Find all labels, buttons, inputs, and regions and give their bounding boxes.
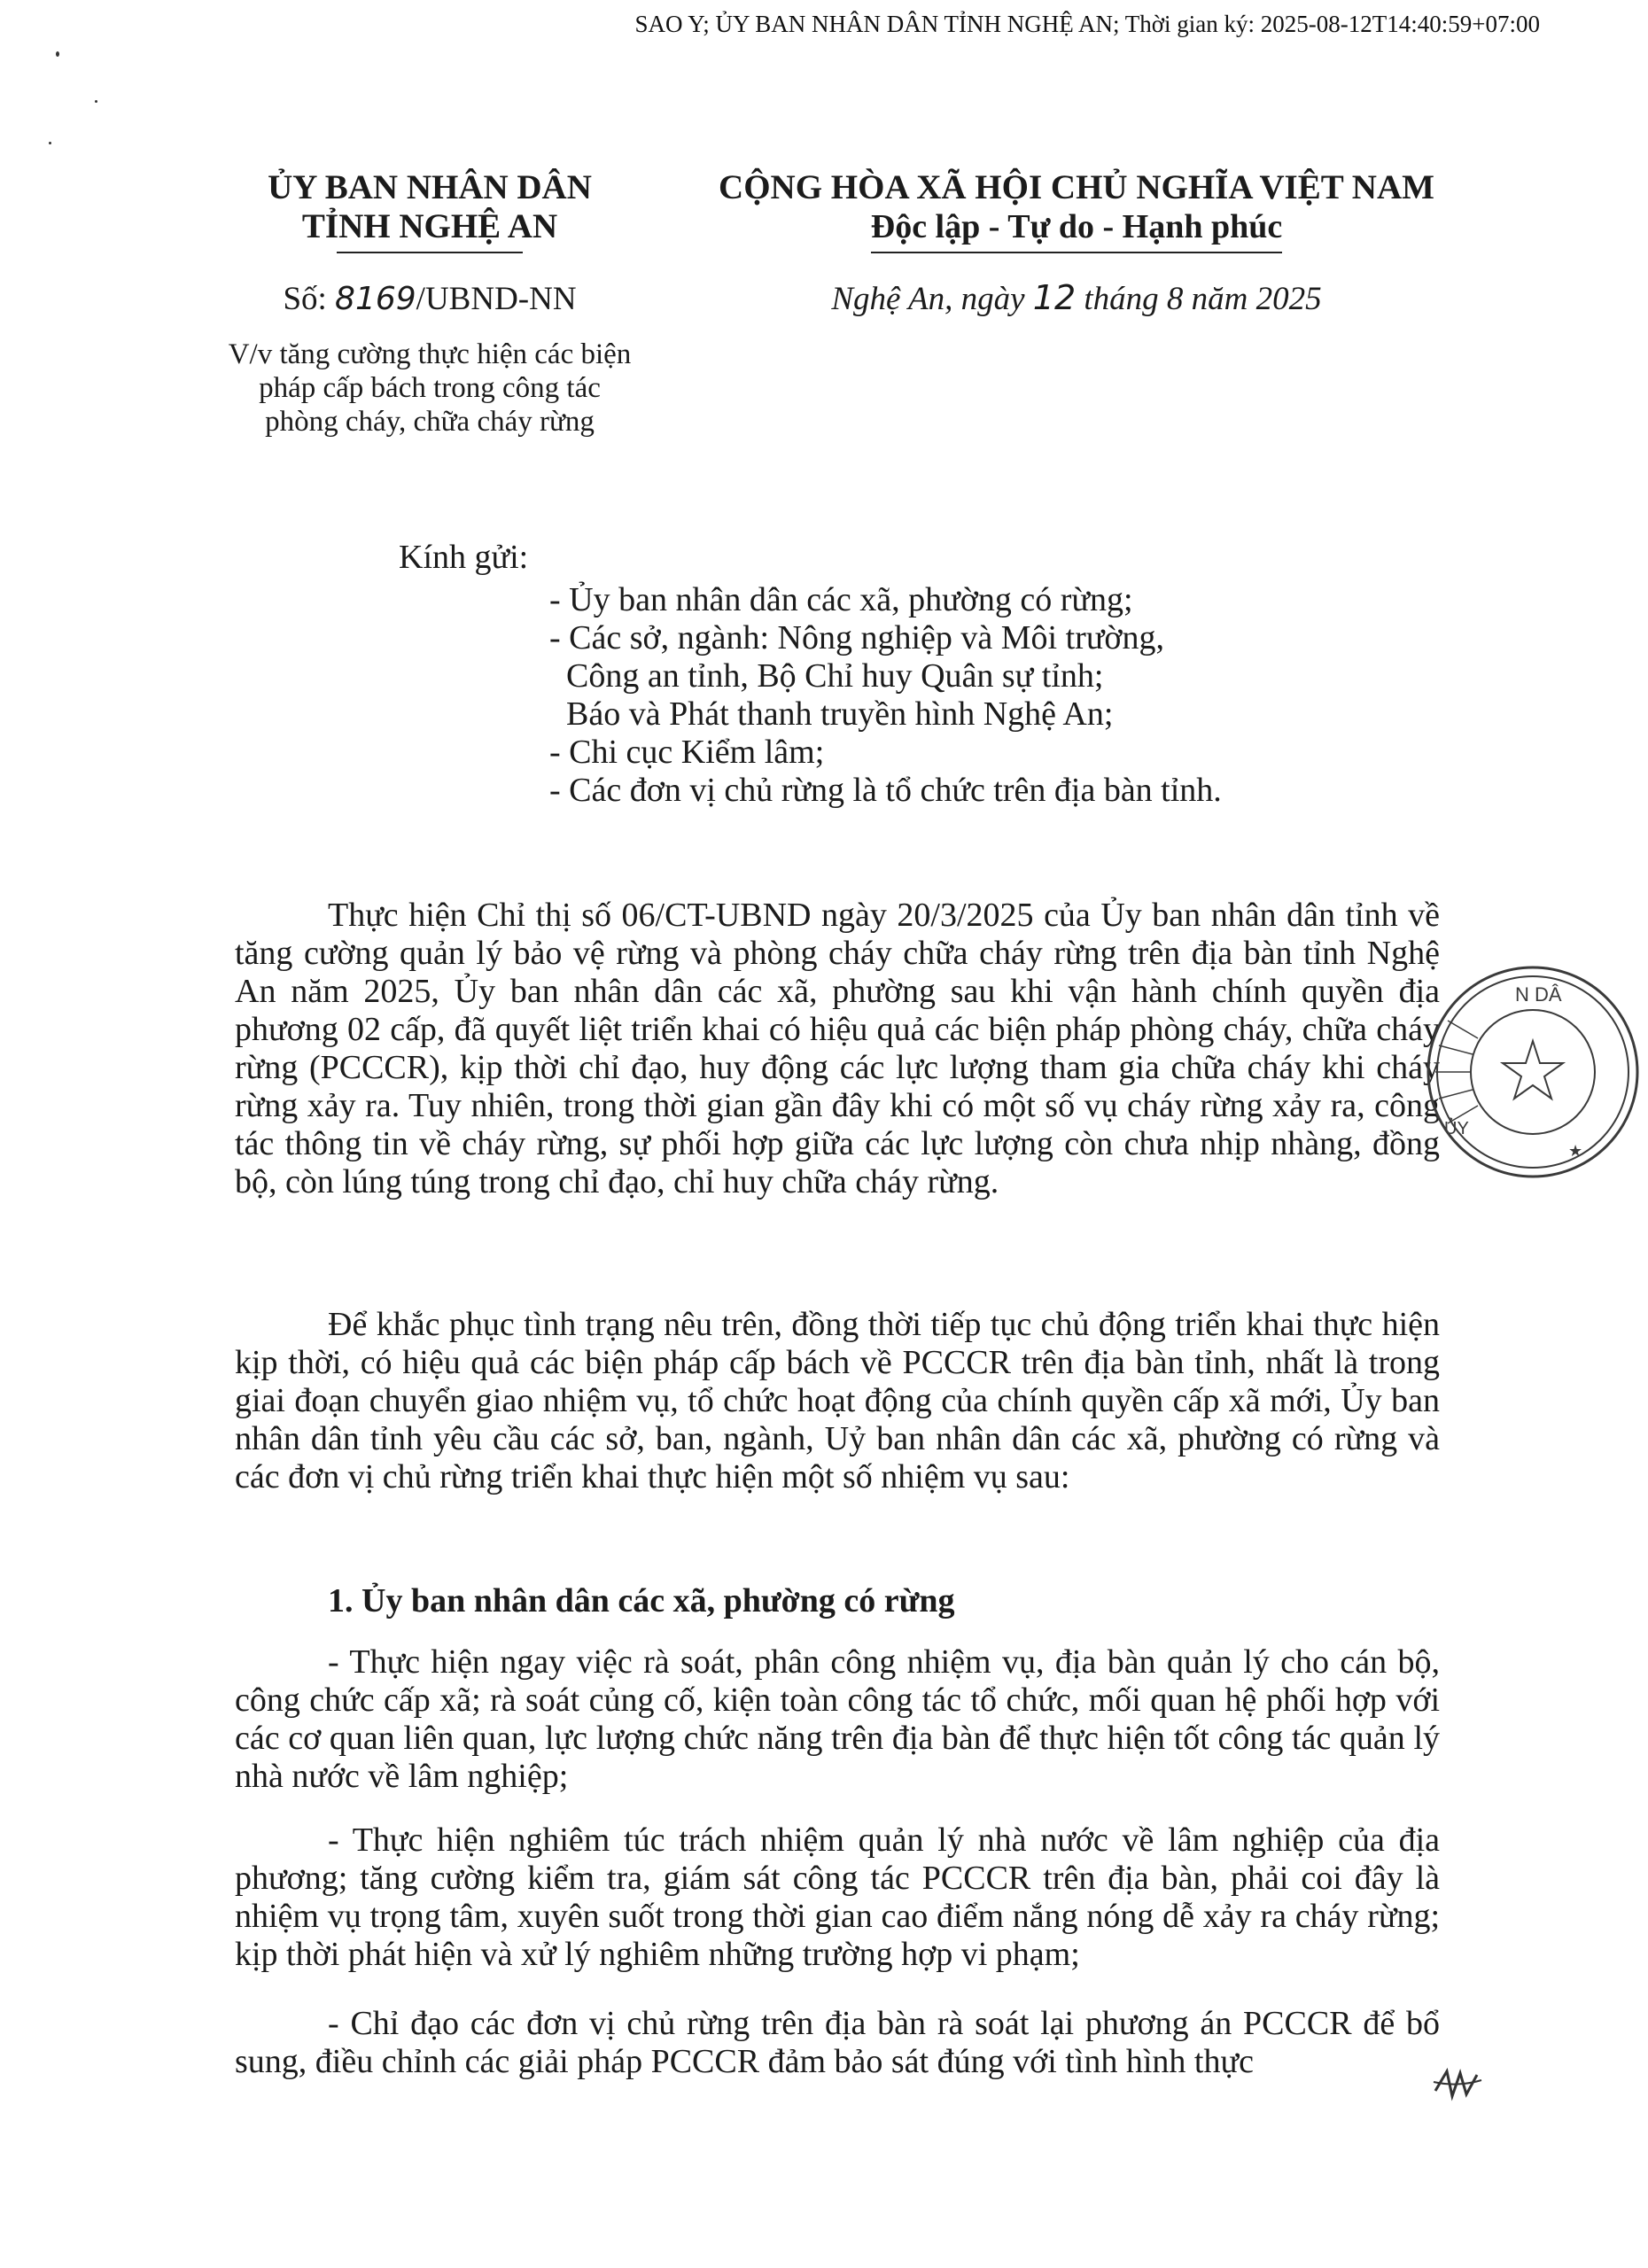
- paragraph-text: - Chỉ đạo các đơn vị chủ rừng trên địa bàn rà soát lại phương án PCCCR để bổ sung, điều chỉnh các giải pháp PCCCR đảm bảo sát đúng với tình hình thực: [235, 2005, 1440, 2080]
- scan-speck: [95, 100, 97, 103]
- body-paragraph-5: [235, 2005, 1440, 2081]
- paragraph-text: - Thực hiện ngay việc rà soát, phân công nhiệm vụ, địa bàn quản lý cho cán bộ, công chức cấp xã; rà soát củng cố, kiện toàn công tác tổ chức, mối quan hệ phối hợp với các cơ quan liên quan, lực lượng chức năng trên địa bàn để thực hiện tốt công tác quản lý nhà nước về lâm nghiệp;: [235, 1643, 1440, 1795]
- recipient-line: - Chi cục Kiểm lâm;: [549, 734, 825, 771]
- scan-speck: [56, 51, 59, 57]
- recipients-list: [549, 581, 1222, 810]
- body-paragraph-1: [235, 897, 1440, 1201]
- recipient-line: Công an tỉnh, Bộ Chỉ huy Quân sự tỉnh;: [549, 657, 1104, 695]
- body-paragraph-4: [235, 1821, 1440, 1974]
- subject-summary: [208, 338, 651, 439]
- doc-no-prefix: Số:: [283, 281, 336, 317]
- recipient-line: - Các đơn vị chủ rừng là tổ chức trên địa bàn tỉnh.: [549, 772, 1222, 809]
- document-number: [208, 280, 651, 318]
- subject-line: V/v tăng cường thực hiện các biện: [228, 338, 632, 370]
- body-paragraph-3: [235, 1643, 1440, 1796]
- date-day-handwritten: 12: [1032, 278, 1077, 317]
- initial-signature-mark: [1431, 2064, 1484, 2105]
- national-title: CỘNG HÒA XÃ HỘI CHỦ NGHĨA VIỆT NAM: [719, 168, 1434, 206]
- scan-speck: [49, 142, 51, 144]
- doc-no-handwritten: 8169: [335, 281, 416, 317]
- svg-text:N DÂ: N DÂ: [1515, 983, 1562, 1006]
- national-header-block: [678, 168, 1475, 318]
- digital-copy-stamp: SAO Y; ỦY BAN NHÂN DÂN TỈNH NGHỆ AN; Thời gian ký: 2025-08-12T14:40:59+07:00: [634, 11, 1540, 37]
- body-paragraph-2: [235, 1306, 1440, 1496]
- svg-text:★: ★: [1568, 1142, 1583, 1160]
- subject-line: phòng cháy, chữa cháy rừng: [265, 406, 595, 438]
- date-suffix: tháng 8 năm 2025: [1076, 281, 1322, 317]
- org-name-line2: TỈNH NGHỆ AN: [301, 207, 558, 245]
- issuing-authority-block: [208, 168, 651, 439]
- svg-text:ỦY: ỦY: [1444, 1119, 1469, 1138]
- date-prefix: Nghệ An, ngày: [831, 281, 1033, 317]
- section-heading-1: 1. Ủy ban nhân dân các xã, phường có rừng: [328, 1582, 955, 1619]
- recipient-line: - Các sở, ngành: Nông nghiệp và Môi trường,: [549, 619, 1165, 656]
- org-name-line1: ỦY BAN NHÂN DÂN: [268, 168, 592, 206]
- national-motto: Độc lập - Tự do - Hạnh phúc: [871, 207, 1283, 253]
- document-date: [678, 278, 1475, 318]
- recipient-line: Báo và Phát thanh truyền hình Nghệ An;: [549, 695, 1114, 733]
- subject-line: pháp cấp bách trong công tác: [259, 372, 601, 404]
- paragraph-text: Thực hiện Chỉ thị số 06/CT-UBND ngày 20/3/2025 của Ủy ban nhân dân tỉnh về tăng cường quản lý bảo vệ rừng và phòng cháy chữa cháy rừng trên địa bàn tỉnh Nghệ An năm 2025, Ủy ban nhân dân các xã, phường sau khi vận hành chính quyền địa phương 02 cấp, đã quyết liệt triển khai có hiệu quả các biện pháp phòng cháy, chữa cháy rừng (PCCCR), kịp thời chỉ đạo, huy động các lực lượng tham gia chữa cháy khi cháy rừng xảy ra. Tuy nhiên, trong thời gian gần đây khi có một số vụ cháy rừng xảy ra, công tác thông tin về cháy rừng, sự phối hợp giữa các lực lượng còn chưa nhịp nhàng, đồng bộ, còn lúng túng trong chỉ đạo, chỉ huy chữa cháy rừng.: [235, 897, 1440, 1200]
- recipient-line: - Ủy ban nhân dân các xã, phường có rừng;: [549, 581, 1133, 618]
- official-seal-image: [1418, 957, 1648, 1187]
- doc-no-suffix: /UBND-NN: [416, 281, 577, 317]
- org-underline: [337, 252, 523, 253]
- recipients-label: Kính gửi:: [399, 539, 529, 576]
- paragraph-text: Để khắc phục tình trạng nêu trên, đồng thời tiếp tục chủ động triển khai thực hiện kịp thời, có hiệu quả các biện pháp cấp bách về PCCCR trên địa bàn tỉnh, nhất là trong giai đoạn chuyển giao nhiệm vụ, tổ chức hoạt động của chính quyền cấp xã mới, Ủy ban nhân dân tỉnh yêu cầu các sở, ban, ngành, Uỷ ban nhân dân các xã, phường có rừng và các đơn vị chủ rừng triển khai thực hiện một số nhiệm vụ sau:: [235, 1306, 1440, 1495]
- paragraph-text: - Thực hiện nghiêm túc trách nhiệm quản lý nhà nước về lâm nghiệp của địa phương; tăng cường kiểm tra, giám sát công tác PCCCR trên địa bàn, phải coi đây là nhiệm vụ trọng tâm, xuyên suốt trong thời gian cao điểm nắng nóng dễ xảy ra cháy rừng; kịp thời phát hiện và xử lý nghiêm những trường hợp vi phạm;: [235, 1821, 1440, 1973]
